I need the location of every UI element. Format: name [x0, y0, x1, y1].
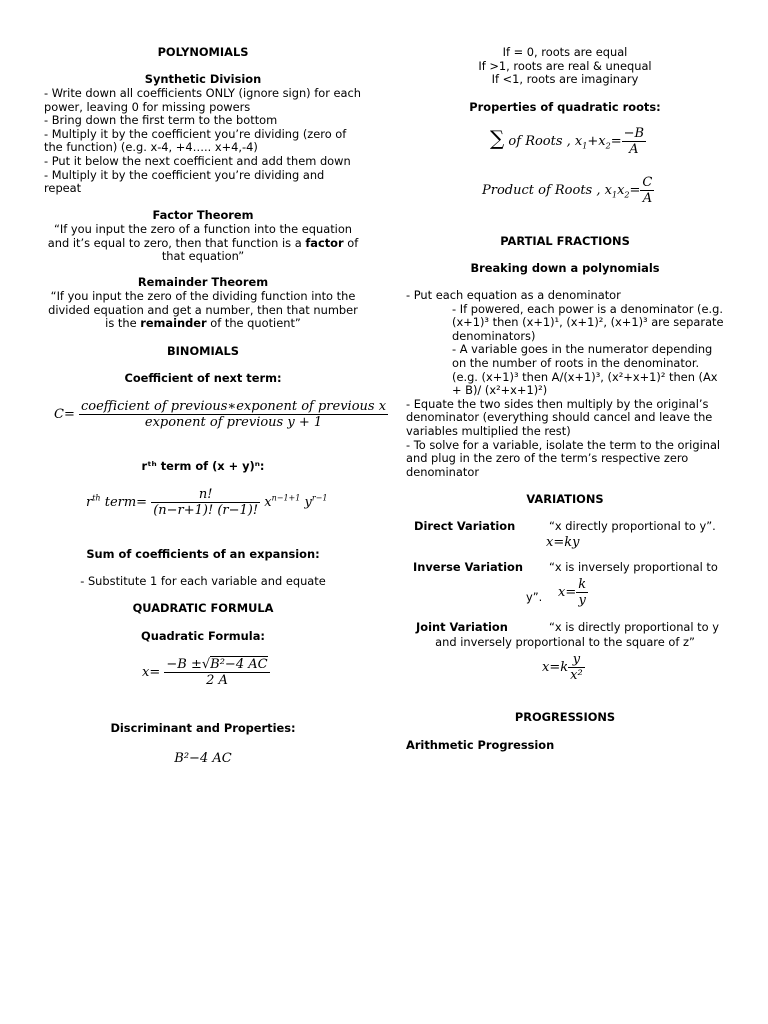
- inverse-variation-label: Inverse Variation: [413, 560, 523, 574]
- formula-denominator: y: [578, 593, 586, 608]
- factor-bold-word: factor: [305, 235, 344, 250]
- factor-theorem-heading: Factor Theorem: [152, 208, 254, 222]
- factor-text: of: [343, 235, 359, 250]
- formula-numerator: −B: [623, 126, 645, 141]
- polynomials-heading: POLYNOMIALS: [157, 45, 249, 59]
- partial-indent-line: - A variable goes in the numerator depending: [452, 342, 713, 357]
- factor-text: and it’s equal to zero, then that function is a: [47, 235, 306, 250]
- synthetic-line: - Multiply it by the coefficient you’re dividing and: [44, 167, 325, 182]
- formula-sup: r−1: [311, 493, 328, 503]
- formula-fraction: [164, 657, 269, 688]
- partial-indent-line: denominators): [452, 328, 536, 343]
- synthetic-line: the function) (e.g. x-4, +4….. x+4,-4): [44, 140, 258, 155]
- formula-denominator: (n−r+1)! (r−1)!: [153, 503, 259, 518]
- formula-text: +x: [587, 134, 606, 149]
- roots-line: If = 0, roots are equal: [502, 45, 628, 59]
- rth-term-heading: rᵗʰ term of (x + y)ⁿ:: [141, 459, 265, 473]
- variations-heading: VARIATIONS: [526, 492, 604, 506]
- synthetic-line: - Multiply it by the coefficient you’re dividing (zero of: [44, 126, 347, 141]
- joint-variation-text-cont: and inversely proportional to the square of z”: [435, 635, 695, 649]
- properties-roots-heading: Properties of quadratic roots:: [469, 100, 661, 114]
- inverse-variation-text-cont: y”.: [526, 590, 543, 604]
- sum-of-roots-formula: [490, 126, 724, 157]
- formula-lhs-rest: term=: [100, 495, 148, 510]
- arithmetic-progression-heading: Arithmetic Progression: [406, 738, 555, 752]
- remainder-theorem-text: [44, 290, 362, 331]
- factor-theorem-text: [44, 223, 362, 264]
- partial-fractions-text: [406, 289, 724, 479]
- formula-text: of Roots , x: [508, 134, 583, 149]
- formula-numerator: n!: [151, 487, 260, 503]
- coefficient-formula: [54, 399, 387, 430]
- partial-line: denominator: [406, 464, 480, 479]
- synthetic-division-steps: [44, 87, 362, 196]
- direct-variation-formula: x=ky: [546, 535, 580, 550]
- formula-numerator: k: [578, 577, 587, 592]
- formula-numerator: C: [642, 175, 653, 190]
- formula-lhs: x=: [558, 585, 577, 600]
- inverse-variation-text: “x is inversely proportional to: [549, 560, 718, 574]
- formula-numerator: y: [568, 652, 585, 668]
- formula-sub: 1: [582, 141, 588, 151]
- discriminant-heading: Discriminant and Properties:: [110, 721, 296, 735]
- inverse-variation-row: [413, 561, 724, 575]
- roots-line: If <1, roots are imaginary: [491, 72, 639, 87]
- formula-sub: 2: [605, 141, 611, 151]
- quadratic-formula-subheading: Quadratic Formula:: [141, 629, 265, 643]
- partial-line: - Equate the two sides then multiply by the original’s: [406, 396, 709, 411]
- formula-sup: th: [92, 493, 101, 503]
- sigma-symbol: ∑: [490, 126, 505, 150]
- formula-denominator: x²: [570, 668, 583, 683]
- joint-variation-label: Joint Variation: [416, 620, 508, 634]
- remainder-bold-word: remainder: [140, 316, 207, 331]
- formula-fraction: [640, 175, 654, 206]
- formula-y: y: [304, 495, 312, 510]
- formula-numerator: −B ±√B²−4 AC: [166, 657, 268, 672]
- formula-eq: =: [629, 183, 641, 198]
- direct-variation-label: Direct Variation: [414, 519, 516, 533]
- formula-lhs: C=: [54, 407, 75, 422]
- partial-line: and plug in the zero of the term’s respective zero: [406, 451, 689, 466]
- partial-indent-line: + B)/ (x²+x+1)²): [452, 383, 548, 398]
- sum-coefficients-heading: Sum of coefficients of an expansion:: [86, 547, 320, 561]
- synthetic-division-heading: Synthetic Division: [144, 72, 262, 86]
- partial-line: - Put each equation as a denominator: [406, 288, 621, 302]
- direct-variation-text: “x directly proportional to y”.: [549, 519, 716, 533]
- formula-fraction: [576, 577, 588, 608]
- partial-line: denominator (everything should cancel and leave the: [406, 410, 713, 425]
- partial-indent-line: on the number of roots in the denominator.: [452, 355, 700, 370]
- partial-fractions-subheading: Breaking down a polynomials: [470, 261, 660, 275]
- remainder-line: “If you input the zero of the dividing function into the: [50, 289, 356, 303]
- formula-lhs: r: [86, 495, 93, 510]
- factor-line: that equation”: [161, 249, 245, 264]
- partial-line: variables multiplied the rest): [406, 423, 571, 438]
- synthetic-line: repeat: [44, 181, 82, 196]
- partial-fractions-heading: PARTIAL FRACTIONS: [500, 234, 630, 248]
- formula-numerator: coefficient of previous∗exponent of previous x: [80, 399, 387, 414]
- coefficient-heading: Coefficient of next term:: [124, 371, 282, 385]
- formula-eq: =: [610, 134, 622, 149]
- formula-fraction: [622, 126, 646, 157]
- synthetic-line: - Write down all coefficients ONLY (ignore sign) for each: [44, 86, 361, 100]
- quadratic-formula: [142, 657, 362, 688]
- formula-radicand: B²−4 AC: [210, 657, 268, 672]
- quadratic-formula-heading: QUADRATIC FORMULA: [132, 601, 274, 615]
- formula-text: x: [617, 183, 625, 198]
- formula-fraction: [151, 487, 260, 518]
- partial-indent-line: (x+1)³ then (x+1)¹, (x+1)², (x+1)³ are separate: [452, 315, 724, 330]
- formula-x: x: [264, 495, 272, 510]
- sum-coefficients-text: - Substitute 1 for each variable and equate: [80, 574, 326, 588]
- binomials-heading: BINOMIALS: [167, 344, 239, 358]
- remainder-line: divided equation and get a number, then that number: [48, 302, 358, 317]
- joint-variation-row: [416, 621, 724, 635]
- remainder-text: of the quotient”: [206, 316, 301, 331]
- direct-variation-row: [414, 520, 724, 534]
- product-of-roots-formula: [482, 175, 724, 206]
- partial-indent-line: (e.g. (x+1)³ then A/(x+1)³, (x²+x+1)² then (Ax: [452, 369, 718, 384]
- joint-variation-text: “x is directly proportional to y: [549, 620, 719, 634]
- roots-conditions: [406, 46, 724, 87]
- progressions-heading: PROGRESSIONS: [514, 710, 616, 724]
- formula-numerator-pre: −B ±: [166, 657, 202, 672]
- synthetic-line: - Bring down the first term to the bottom: [44, 113, 278, 128]
- synthetic-line: - Put it below the next coefficient and add them down: [44, 153, 351, 168]
- roots-line: If >1, roots are real & unequal: [478, 58, 652, 73]
- formula-denominator: A: [629, 142, 639, 157]
- rth-term-formula: [86, 487, 362, 518]
- formula-sub: 1: [611, 190, 618, 200]
- formula-denominator: 2 A: [206, 673, 228, 688]
- formula-lhs: x=k: [542, 660, 569, 675]
- partial-indent-line: - If powered, each power is a denominator (e.g.: [452, 301, 723, 316]
- discriminant-formula: B²−4 AC: [174, 751, 232, 766]
- remainder-line: [44, 317, 362, 331]
- synthetic-line: power, leaving 0 for missing powers: [44, 99, 251, 114]
- factor-line: “If you input the zero of a function into the equation: [53, 222, 353, 236]
- formula-lhs: x=: [142, 665, 161, 680]
- formula-denominator: exponent of previous y + 1: [144, 415, 323, 430]
- formula-sub: 2: [624, 190, 630, 200]
- joint-variation-formula: [542, 652, 724, 683]
- partial-line: - To solve for a variable, isolate the term to the original: [406, 437, 721, 452]
- remainder-theorem-heading: Remainder Theorem: [137, 275, 269, 289]
- factor-line: [44, 237, 362, 251]
- formula-sup: n−1+1: [271, 493, 301, 503]
- remainder-text: is the: [105, 316, 141, 331]
- formula-fraction: [79, 399, 388, 430]
- inverse-variation-formula: [558, 577, 724, 608]
- formula-text: Product of Roots , x: [482, 183, 612, 198]
- formula-denominator: A: [642, 191, 653, 206]
- formula-fraction: [568, 652, 585, 683]
